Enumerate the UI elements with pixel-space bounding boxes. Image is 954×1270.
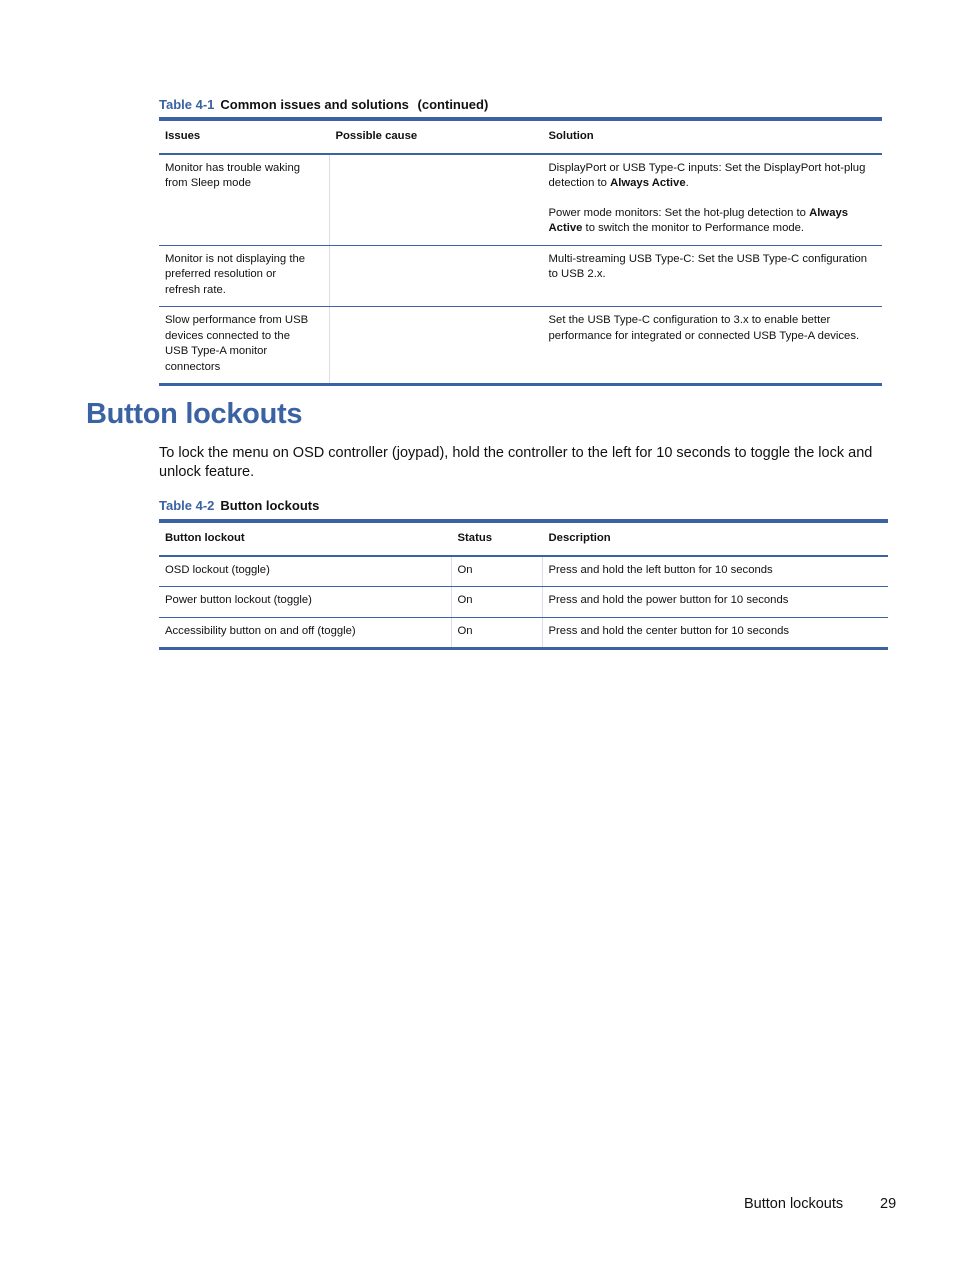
column-header-button-lockout: Button lockout [159, 521, 451, 556]
description-cell: Press and hold the power button for 10 seconds [542, 587, 888, 618]
solution-text: . [685, 177, 689, 189]
table-row [159, 617, 888, 649]
column-header-issues: Issues [159, 119, 329, 154]
table-4-1-caption [159, 97, 488, 112]
table-header-row [159, 119, 882, 154]
setting-value: Always Active [548, 206, 849, 234]
status-cell: On [451, 556, 542, 587]
lockout-cell: Accessibility button on and off (toggle) [159, 617, 451, 649]
issue-cell: Monitor is not displaying the preferred resolution or refresh rate. [159, 245, 329, 307]
solution-cell: Set the USB Type-C configuration to 3.x to enable better performance for integrated or connected USB Type-A devices. [542, 307, 882, 385]
solution-paragraph [549, 206, 877, 237]
setting-value: Always Active [610, 177, 686, 189]
common-issues-table [159, 117, 882, 386]
table-title: Button lockouts [220, 498, 320, 513]
lockout-cell: Power button lockout (toggle) [159, 587, 451, 618]
lockout-cell: OSD lockout (toggle) [159, 556, 451, 587]
description-cell: Press and hold the center button for 10 seconds [542, 617, 888, 649]
column-header-possible-cause: Possible cause [329, 119, 542, 154]
issue-cell [159, 154, 329, 246]
cause-cell [329, 245, 542, 307]
column-header-status: Status [451, 521, 542, 556]
button-lockouts-table [159, 519, 888, 650]
section-title: Button lockouts [86, 398, 303, 430]
table-row [159, 556, 888, 587]
table-continued-label: (continued) [417, 97, 489, 112]
table-number: Table 4-1 [159, 97, 215, 112]
solution-text: Power mode monitors: Set the hot-plug detection to [548, 206, 810, 219]
status-cell: On [451, 587, 542, 618]
table-title: Common issues and solutions [220, 97, 409, 112]
description-cell: Press and hold the left button for 10 seconds [542, 556, 888, 587]
issue-cell: Slow performance from USB devices connected to the USB Type-A monitor connectors [159, 307, 329, 385]
solution-paragraph [549, 161, 877, 192]
table-row [159, 245, 882, 307]
table-row [159, 307, 882, 385]
table-number: Table 4-2 [159, 498, 215, 513]
table-row [159, 587, 888, 618]
table-header-row [159, 521, 888, 556]
solution-text: DisplayPort or USB Type-C inputs: Set the DisplayPort hot-plug detection to [548, 161, 866, 189]
column-header-solution: Solution [542, 119, 882, 154]
cause-cell [329, 154, 542, 246]
status-cell: On [451, 617, 542, 649]
table-row [159, 154, 882, 246]
page-number: 29 [880, 1196, 897, 1212]
footer-section-label: Button lockouts [744, 1196, 844, 1212]
solution-cell [542, 154, 882, 246]
cause-cell [329, 307, 542, 385]
table-4-2-caption [159, 498, 319, 513]
solution-cell: Multi-streaming USB Type-C: Set the USB Type-C configuration to USB 2.x. [542, 245, 882, 307]
column-header-description: Description [542, 521, 888, 556]
solution-text: to switch the monitor to Performance mode. [582, 222, 805, 234]
issue-text: Monitor has trouble waking from Sleep mode [165, 161, 301, 189]
section-intro: To lock the menu on OSD controller (joypad), hold the controller to the left for 10 seconds to toggle the lock and unlock feature. [159, 445, 873, 480]
